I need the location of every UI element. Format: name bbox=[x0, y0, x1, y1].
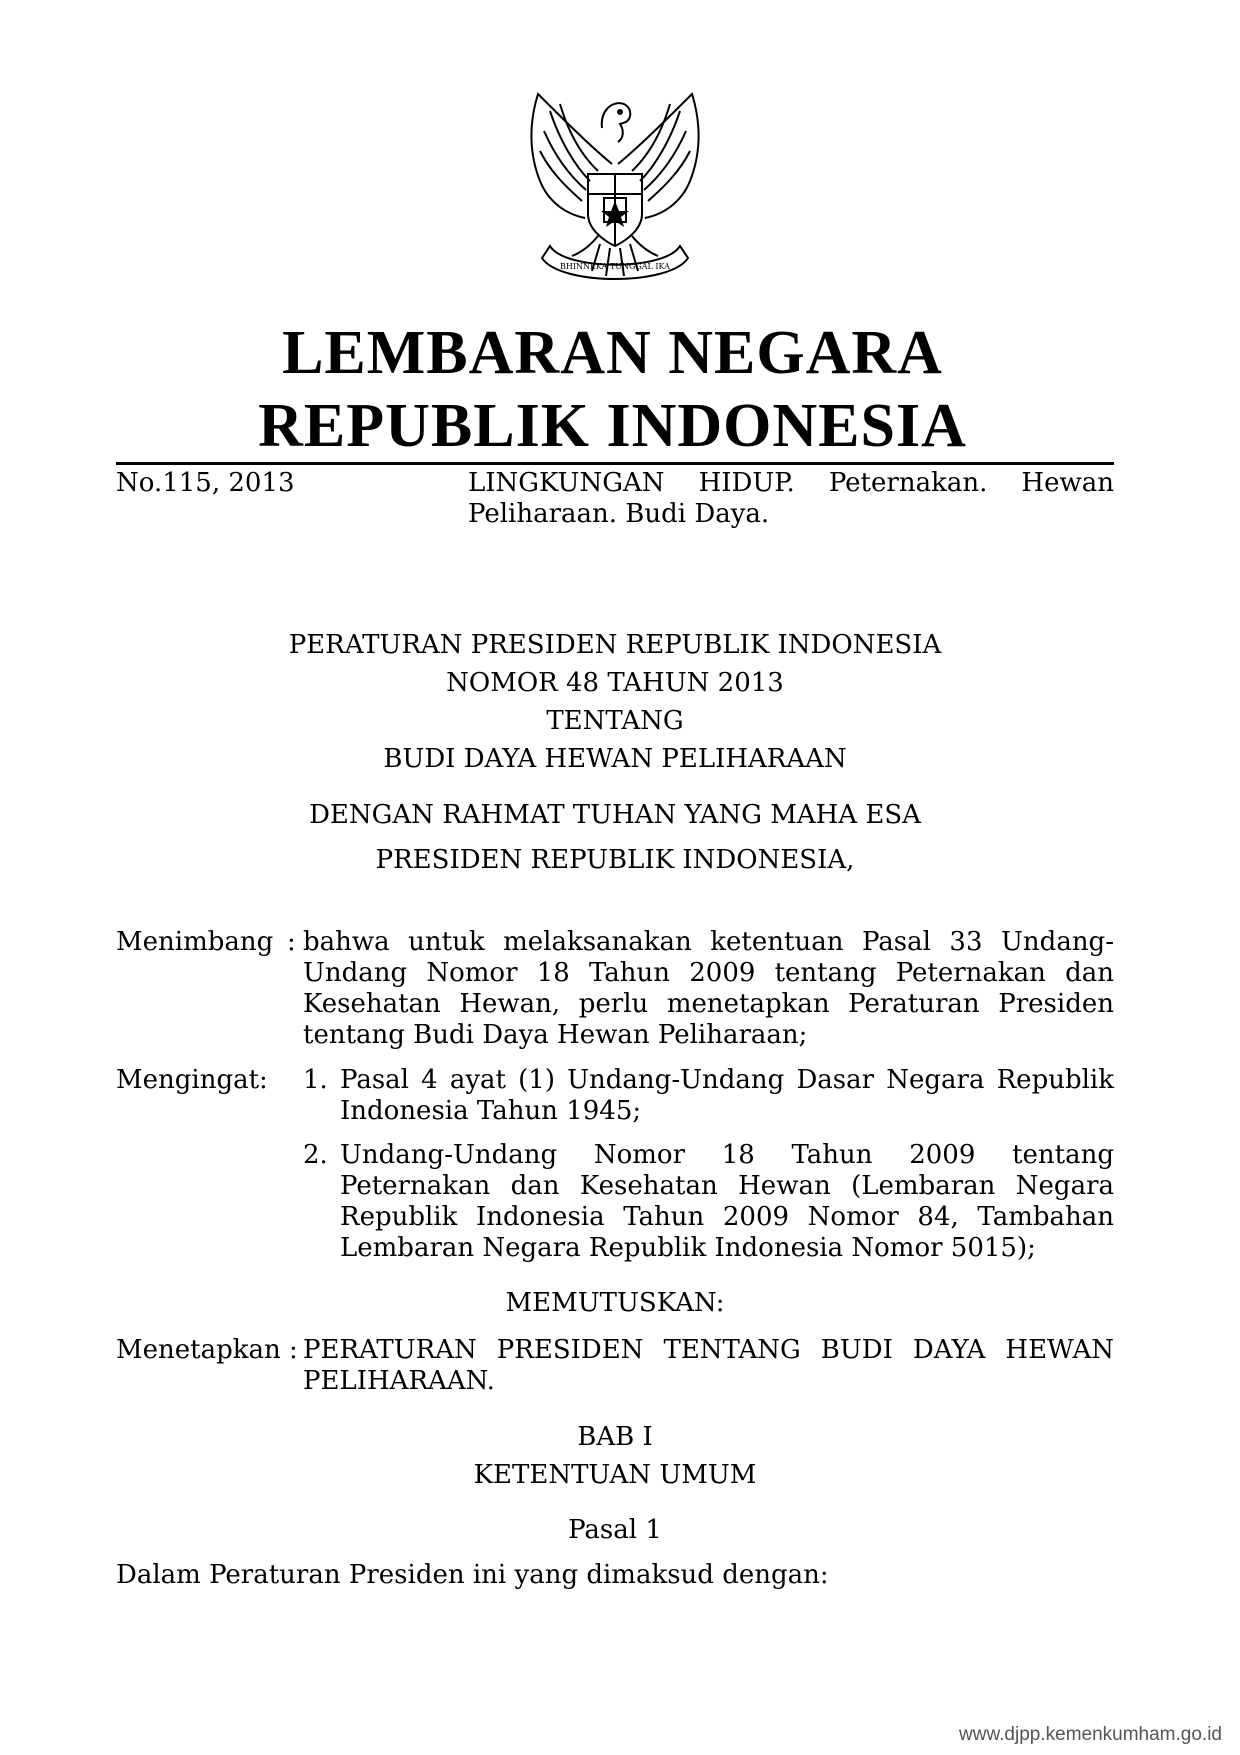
article-intro: Dalam Peraturan Presiden ini yang dimaksud dengan: bbox=[116, 1560, 829, 1590]
chapter-title: KETENTUAN UMUM bbox=[473, 1460, 757, 1490]
menimbang-line: tentang Budi Daya Hewan Peliharaan; bbox=[303, 1020, 808, 1050]
menimbang-line: Kesehatan Hewan, perlu menetapkan Peraturan Presiden bbox=[303, 989, 1114, 1019]
mengingat-item-line: Lembaran Negara Republik Indonesia Nomor 5015); bbox=[340, 1233, 1036, 1263]
masthead-title-line2: REPUBLIK INDONESIA bbox=[258, 392, 967, 460]
mengingat-item-line: Pasal 4 ayat (1) Undang-Undang Dasar Negara Republik bbox=[340, 1065, 1114, 1095]
masthead-divider bbox=[116, 462, 1114, 465]
chapter-number: BAB I bbox=[577, 1422, 653, 1452]
subject-line-1 bbox=[468, 468, 1114, 499]
svg-text:BHINNEKA TUNGGAL IKA: BHINNEKA TUNGGAL IKA bbox=[560, 262, 670, 271]
subject-line-2: Peliharaan. Budi Daya. bbox=[468, 499, 770, 529]
menetapkan-label: Menetapkan bbox=[116, 1335, 281, 1365]
menimbang-colon: : bbox=[287, 927, 296, 957]
subject-word: Peternakan. bbox=[828, 468, 988, 498]
subject-word: LINGKUNGAN bbox=[468, 468, 665, 498]
menimbang-label: Menimbang bbox=[116, 927, 274, 957]
masthead-title-line1: LEMBARAN NEGARA bbox=[282, 319, 943, 387]
mengingat-item-line: Republik Indonesia Tahun 2009 Nomor 84, Tambahan bbox=[340, 1202, 1114, 1232]
regulation-tentang: TENTANG bbox=[546, 706, 684, 736]
menetapkan-colon: : bbox=[289, 1335, 298, 1365]
menetapkan-line: PERATURAN PRESIDEN TENTANG BUDI DAYA HEWAN bbox=[303, 1335, 1114, 1365]
gazette-number: No.115, 2013 bbox=[116, 468, 295, 498]
mengingat-item-line: Indonesia Tahun 1945; bbox=[340, 1096, 642, 1126]
subject-word: HIDUP. bbox=[698, 468, 795, 498]
source-url: www.djpp.kemenkumham.go.id bbox=[959, 1724, 1222, 1745]
issuer: PRESIDEN REPUBLIK INDONESIA, bbox=[375, 845, 855, 875]
invocation: DENGAN RAHMAT TUHAN YANG MAHA ESA bbox=[309, 800, 921, 830]
menetapkan-line: PELIHARAAN. bbox=[303, 1366, 495, 1396]
subject-word: Hewan bbox=[1021, 468, 1114, 498]
mengingat-item-line: Peternakan dan Kesehatan Hewan (Lembaran Negara bbox=[340, 1171, 1114, 1201]
regulation-number: NOMOR 48 TAHUN 2013 bbox=[446, 668, 784, 698]
mengingat-item-number: 2. bbox=[303, 1140, 328, 1170]
menimbang-line: Undang Nomor 18 Tahun 2009 tentang Peternakan dan bbox=[303, 958, 1114, 988]
mengingat-label: Mengingat: bbox=[116, 1065, 268, 1095]
menimbang-line: bahwa untuk melaksanakan ketentuan Pasal 33 Undang- bbox=[303, 927, 1114, 957]
regulation-title: PERATURAN PRESIDEN REPUBLIK INDONESIA bbox=[288, 630, 942, 660]
mengingat-item-line: Undang-Undang Nomor 18 Tahun 2009 tentang bbox=[340, 1140, 1114, 1170]
article-number: Pasal 1 bbox=[568, 1515, 662, 1545]
mengingat-item-number: 1. bbox=[303, 1065, 328, 1095]
memutuskan-heading: MEMUTUSKAN: bbox=[505, 1288, 725, 1318]
garuda-pancasila-emblem-icon bbox=[520, 86, 710, 296]
regulation-subject: BUDI DAYA HEWAN PELIHARAAN bbox=[383, 744, 847, 774]
